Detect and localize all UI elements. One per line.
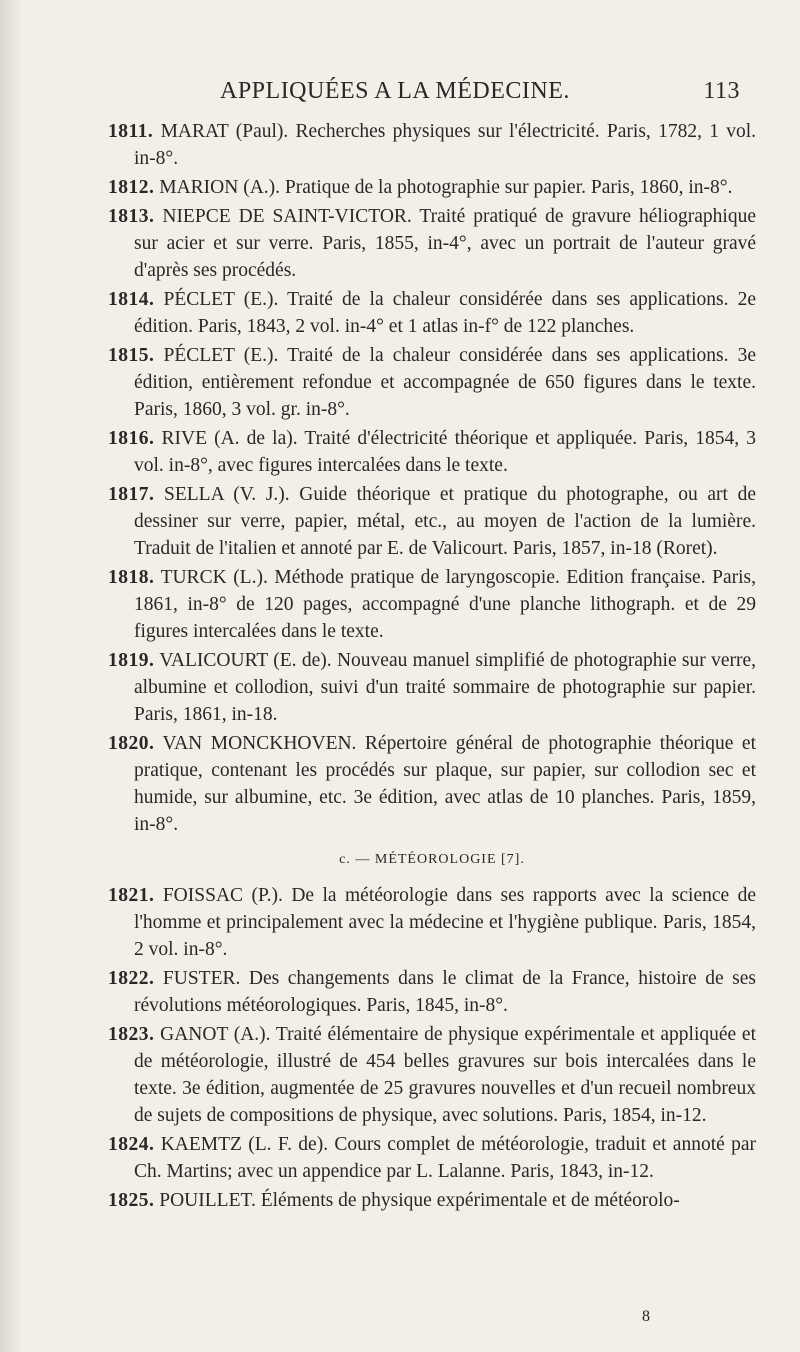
- entry-text: FUSTER. Des changements dans le climat de la France, histoire de ses révolutions météorologiques. Paris, 1845, in-8°.: [134, 968, 756, 1016]
- entry-text: GANOT (A.). Traité élémentaire de physique expérimentale et appliquée et de météorologie, illustré de 454 belles gravures sur bois intercalées dans le texte. 3e édition, augmentée de 25 gravures nouvelles et d'un recueil nombreux de sujets de compositions de physique, avec solutions. Paris, 1854, in-12.: [134, 1024, 756, 1126]
- bibliography-entry: [108, 286, 756, 340]
- entry-text: VAN MONCKHOVEN. Répertoire général de photographie théorique et pratique, contenant les procédés sur plaque, sur papier, sur collodion sec et humide, sur albumine, etc. 3e édition, avec atlas de 10 planches. Paris, 1859, in-8°.: [134, 733, 756, 835]
- entry-text: SELLA (V. J.). Guide théorique et pratique du photographe, ou art de dessiner sur verre, papier, métal, etc., au moyen de l'action de la lumière. Traduit de l'italien et annoté par E. de Valicourt. Paris, 1857, in-18 (Roret).: [134, 484, 756, 559]
- entry-text: FOISSAC (P.). De la météorologie dans ses rapports avec la science de l'homme et principalement avec la médecine et l'hygiène publique. Paris, 1854, 2 vol. in-8°.: [134, 885, 757, 960]
- page-number: 113: [703, 78, 740, 104]
- entry-number: 1812.: [108, 177, 155, 198]
- bibliography-entry: [108, 425, 756, 479]
- entry-number: 1811.: [108, 121, 154, 142]
- entries-physics: [108, 118, 756, 838]
- entry-text: PÉCLET (E.). Traité de la chaleur considérée dans ses applications. 3e édition, entièrement refondue et accompagnée de 650 figures dans le texte. Paris, 1860, 3 vol. gr. in-8°.: [134, 345, 756, 420]
- bibliography-entry: [108, 564, 756, 645]
- entry-text: PÉCLET (E.). Traité de la chaleur considérée dans ses applications. 2e édition. Paris, 1843, 2 vol. in-4° et 1 atlas in-f° de 122 planches.: [134, 289, 756, 337]
- entry-text: MARION (A.). Pratique de la photographie sur papier. Paris, 1860, in-8°.: [159, 177, 733, 198]
- bibliography-entry: [108, 730, 756, 838]
- entry-text: NIEPCE DE SAINT-VICTOR. Traité pratiqué de gravure héliographique sur acier et sur verre. Paris, 1855, in-4°, avec un portrait de l'auteur gravé d'après ses procédés.: [134, 206, 756, 281]
- entry-number: 1824.: [108, 1134, 155, 1155]
- bibliography-list: [108, 118, 756, 1216]
- entry-text: POUILLET. Éléments de physique expérimentale et de météorolo-: [159, 1190, 680, 1211]
- entry-number: 1818.: [108, 567, 155, 588]
- bibliography-entry: [108, 647, 756, 728]
- entry-number: 1823.: [108, 1024, 155, 1045]
- bibliography-entry: [108, 965, 756, 1019]
- entry-text: MARAT (Paul). Recherches physiques sur l'électricité. Paris, 1782, 1 vol. in-8°.: [134, 121, 757, 169]
- entry-number: 1816.: [108, 428, 155, 449]
- bibliography-entry: [108, 118, 756, 172]
- bibliography-entry: [108, 882, 756, 963]
- entry-number: 1814.: [108, 289, 155, 310]
- entry-number: 1817.: [108, 484, 155, 505]
- bibliography-entry: [108, 1187, 756, 1214]
- header-title: APPLIQUÉES A LA MÉDECINE.: [220, 78, 570, 104]
- entry-number: 1822.: [108, 968, 155, 989]
- entry-text: RIVE (A. de la). Traité d'électricité théorique et appliquée. Paris, 1854, 3 vol. in-8°, avec figures intercalées dans le texte.: [134, 428, 756, 476]
- page-gutter-shadow: [0, 0, 22, 1352]
- entries-meteorology: [108, 882, 756, 1214]
- bibliography-entry: [108, 174, 756, 201]
- entry-text: VALICOURT (E. de). Nouveau manuel simplifié de photographie sur verre, albumine et collodion, suivi d'un traité sommaire de photographie sur papier. Paris, 1861, in-18.: [134, 650, 756, 725]
- entry-text: KAEMTZ (L. F. de). Cours complet de météorologie, traduit et annoté par Ch. Martins; avec un appendice par L. Lalanne. Paris, 1843, in-12.: [134, 1134, 756, 1182]
- entry-number: 1815.: [108, 345, 155, 366]
- entry-number: 1820.: [108, 733, 155, 754]
- bibliography-entry: [108, 481, 756, 562]
- signature-mark: 8: [642, 1308, 650, 1325]
- entry-number: 1821.: [108, 885, 155, 906]
- entry-number: 1813.: [108, 206, 155, 227]
- bibliography-entry: [108, 203, 756, 284]
- entry-number: 1825.: [108, 1190, 155, 1211]
- bibliography-entry: [108, 1131, 756, 1185]
- bibliography-entry: [108, 1021, 756, 1129]
- entry-number: 1819.: [108, 650, 155, 671]
- section-heading-meteorologie: c. — MÉTÉOROLOGIE [7].: [339, 852, 525, 867]
- entry-text: TURCK (L.). Méthode pratique de laryngoscopie. Edition française. Paris, 1861, in-8° de 120 pages, accompagné d'une planche lithograph. et de 29 figures intercalées dans le texte.: [134, 567, 756, 642]
- bibliography-entry: [108, 342, 756, 423]
